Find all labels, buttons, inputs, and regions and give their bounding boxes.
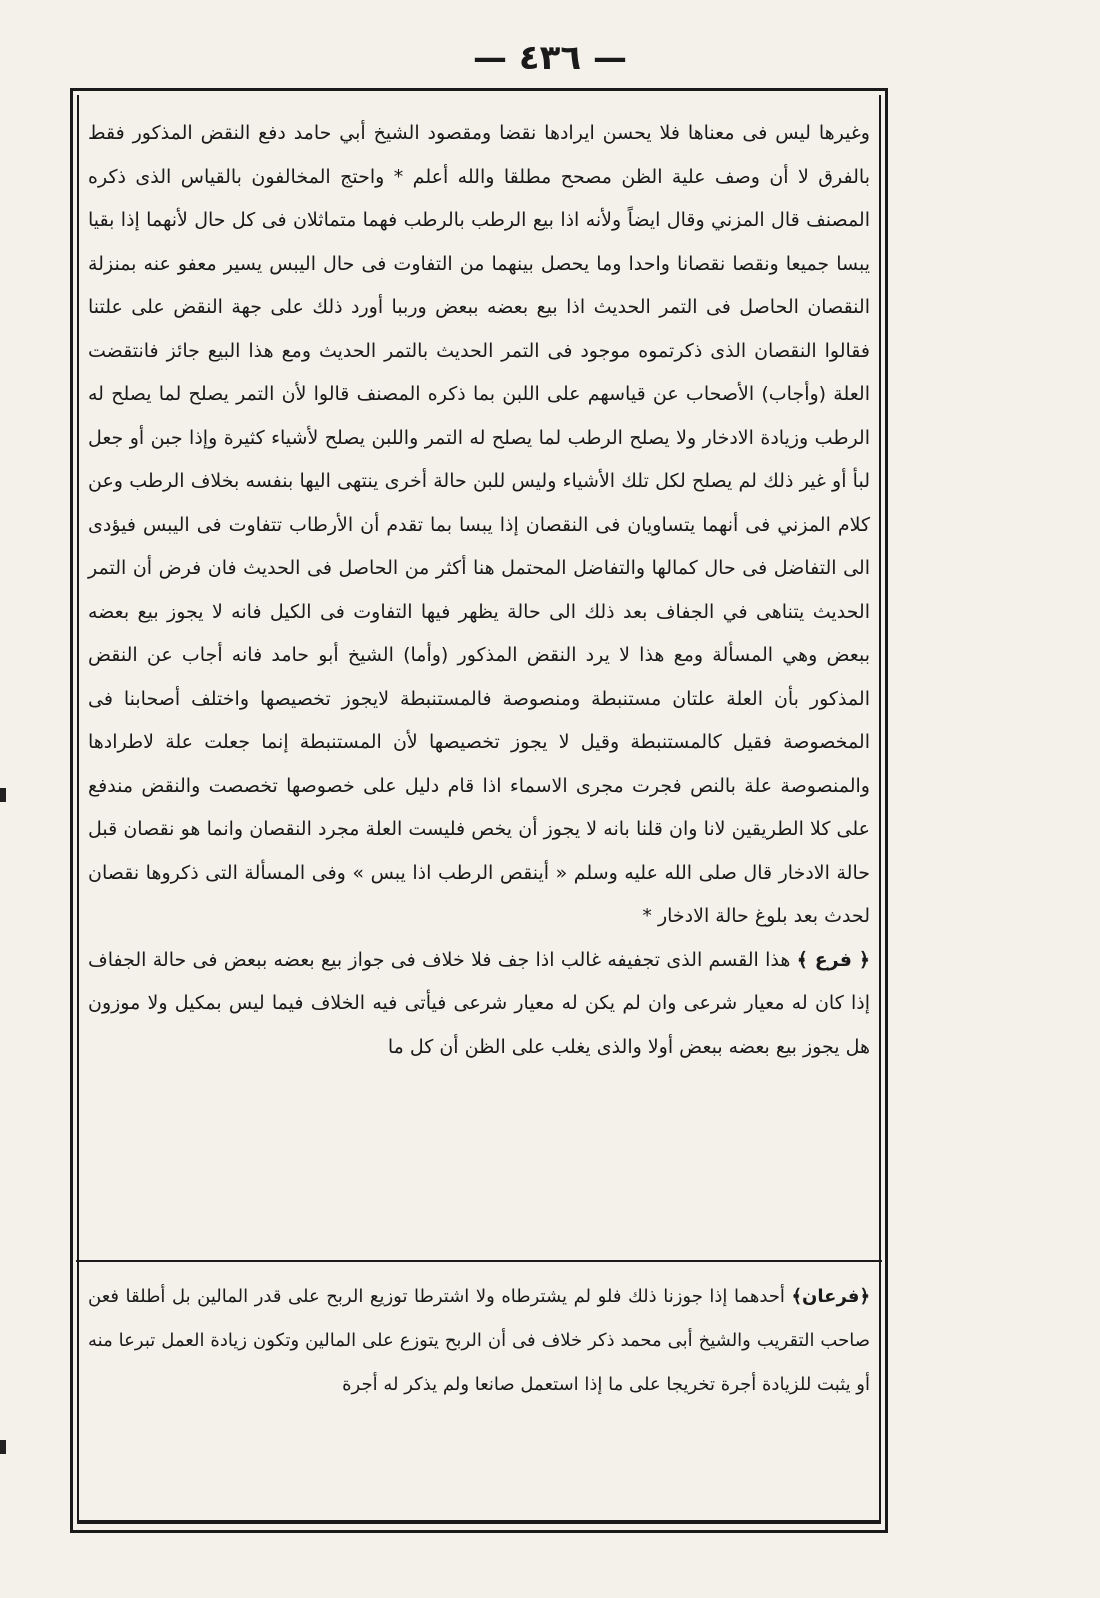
- branch-paragraph: [88, 939, 870, 1070]
- main-text-block: [88, 112, 870, 1069]
- footnote-block: [88, 1275, 870, 1407]
- page-number: — ٤٣٦ —: [473, 38, 627, 78]
- scan-edge-mark: [0, 1440, 6, 1454]
- footnote-divider: [76, 1260, 882, 1262]
- branch-heading: ﴿ فرع ﴾: [796, 948, 871, 971]
- scan-edge-mark: [0, 788, 6, 802]
- main-paragraph: وغيرها ليس فى معناها فلا يحسن ايرادها نقضا ومقصود الشيخ أبي حامد دفع النقض المذكور فقط بالفرق لا أن وصف علية الظن مصحح مطلقا والله أعلم * واحتج المخالفون بالقياس الذى ذكره المصنف قال المزني وقال ايضاً ولأنه اذا بيع الرطب بالرطب فهما متماثلان فى كل حال لأنهما إذا بقيا يبسا جميعا ونقصا نقصانا واحدا وما يحصل بينهما من التفاوت فى حال اليبس يسير معفو عنه بمنزلة النقصان الحاصل فى التمر الحديث اذا بيع بعضه ببعض ورببا أورد ذلك على جهة النقض على علتنا فقالوا النقصان الذى ذكرتموه موجود فى التمر الحديث بالتمر الحديث ومع هذا البيع جائز فانتقضت العلة (وأجاب) الأصحاب عن قياسهم على اللبن بما ذكره المصنف قالوا لأن التمر يصلح لما يصلح له الرطب وزيادة الادخار ولا يصلح الرطب لما يصلح له التمر واللبن يصلح لأشياء كثيرة وإذا جبن أو جعل لبأ أو غير ذلك لم يصلح لكل تلك الأشياء وليس للبن حالة أخرى ينتهى اليها بنفسه بخلاف الرطب وعن كلام المزني فى أنهما يتساويان فى النقصان إذا يبسا بما تقدم أن الأرطاب تتفاوت فى اليبس فيؤدى الى التفاضل فى حال كمالها والتفاضل المحتمل هنا أكثر من الحاصل فى الحديث فان فرض أن التمر الحديث يتناهى في الجفاف بعد ذلك الى حالة يظهر فيها التفاوت فى الكيل فانه لا يجوز بيع بعضه ببعض وهي المسألة ومع هذا لا يرد النقض المذكور (وأما) الشيخ أبو حامد فانه أجاب عن النقض المذكور بأن العلة علتان مستنبطة ومنصوصة فالمستنبطة لايجوز تخصيصها واختلف أصحابنا فى المخصوصة فقيل كالمستنبطة وقيل لا يجوز تخصيصها لأن المستنبطة إنما جعلت علة لاطرادها والمنصوصة علة بالنص فجرت مجرى الاسماء اذا قام دليل على خصوصها تخصصت والنقض مندفع على كلا الطريقين لانا وان قلنا بانه لا يجوز أن يخص فليست العلة مجرد النقصان وانما هو نقصان قبل حالة الادخار قال صلى الله عليه وسلم « أينقص الرطب اذا يبس » وفى المسألة التى ذكروها نقصان لحدث بعد بلوغ حالة الادخار *: [88, 122, 870, 927]
- footnote-heading: ﴿فرعان﴾: [791, 1286, 870, 1307]
- footnote-paragraph: [88, 1275, 870, 1407]
- branch-text: هذا القسم الذى تجفيفه غالب اذا جف فلا خلاف فى جواز بيع بعضه ببعض فى حالة الجفاف إذا كان له معيار شرعى وان لم يكن له معيار شرعى فيأتى فيه الخلاف فيما ليس بمكيل ولا موزون هل يجوز بيع بعضه ببعض أولا والذى يغلب على الظن أن كل ما: [88, 948, 870, 1058]
- footnote-text: أحدهما إذا جوزنا ذلك فلو لم يشترطاه ولا اشترطا توزيع الربح على قدر المالين بل أطلقا فعن صاحب التقريب والشيخ أبى محمد ذكر خلاف فى أن الربح يتوزع على المالين وتكون زيادة العمل تبرعا منه أو يثبت للزيادة أجرة تخريجا على ما إذا استعمل صانعا ولم يذكر له أجرة: [88, 1286, 870, 1395]
